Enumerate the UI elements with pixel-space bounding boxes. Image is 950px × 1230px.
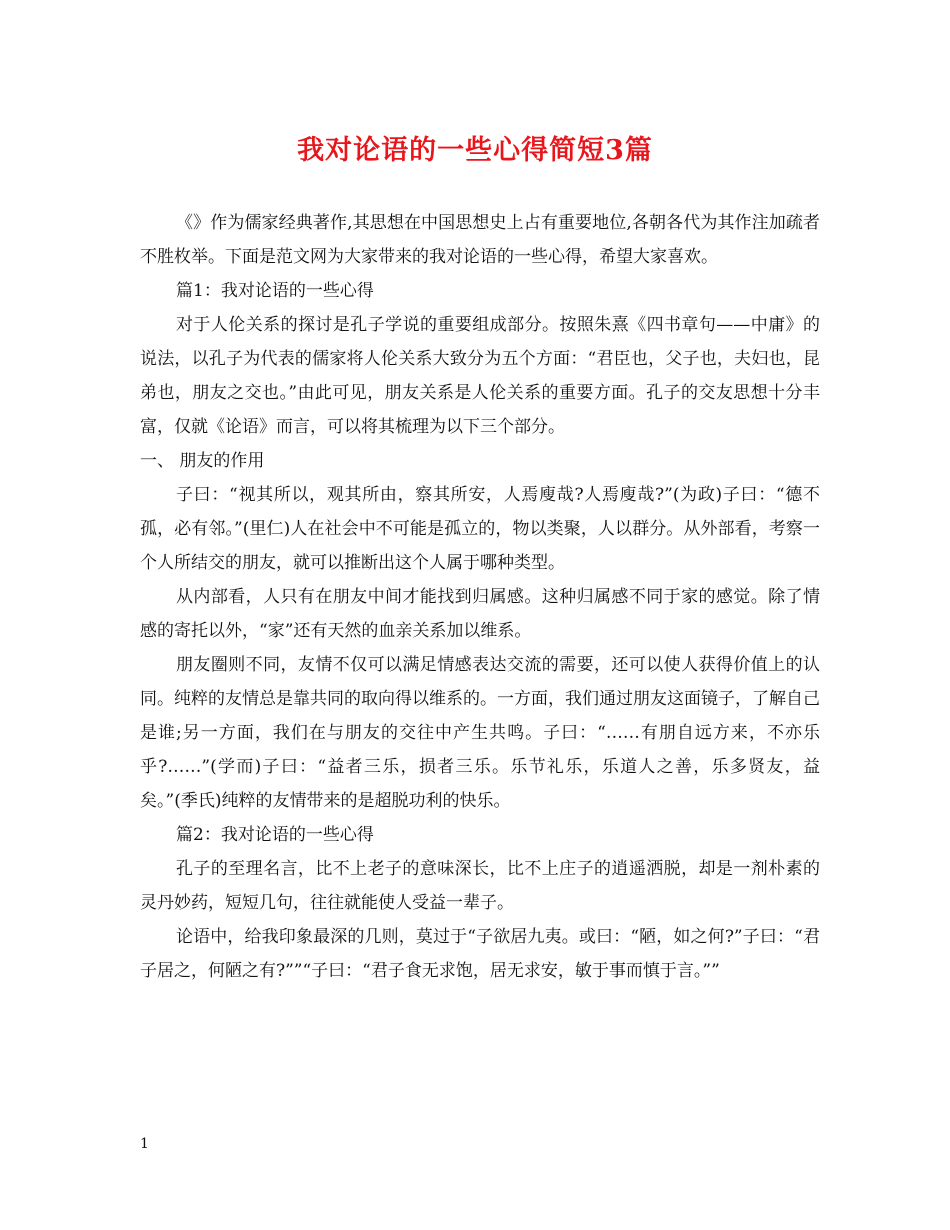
paragraph: 朋友圈则不同，友情不仅可以满足情感表达交流的需要，还可以使人获得价值上的认同。纯粹的友情总是靠共同的取向得以维系的。一方面，我们通过朋友这面镜子，了解自己是谁;另一方面，我们在与朋友的交往中产生共鸣。子曰：“……有朋自远方来，不亦乐乎?……”(学而)子曰：“益者三乐，损者三乐。乐节礼乐，乐道人之善，乐多贤友，益矣。”(季氏)纯粹的友情带来的是超脱功利的快乐。 [140,655,820,811]
paragraph: 论语中，给我印象最深的几则，莫过于“子欲居九夷。或曰：“陋，如之何?”子曰：“君子居之，何陋之有?””“子曰：“君子食无求饱，居无求安，敏于事而慎于言。”” [140,927,820,981]
paragraph: 对于人伦关系的探讨是孔子学说的重要组成部分。按照朱熹《四书章句——中庸》的说法，以孔子为代表的儒家将人伦关系大致分为五个方面：“君臣也，父子也，夫妇也，昆弟也，朋友之交也。”由此可见，朋友关系是人伦关系的重要方面。孔子的交友思想十分丰富，仅就《论语》而言，可以将其梳理为以下三个部分。 [140,315,820,437]
paragraph: 孔子的至理名言，比不上老子的意味深长，比不上庄子的逍遥洒脱，却是一剂朴素的灵丹妙药，短短几句，往往就能使人受益一辈子。 [140,859,820,913]
subsection-heading: 一、 朋友的作用 [140,451,265,471]
paragraph: 从内部看，人只有在朋友中间才能找到归属感。这种归属感不同于家的感觉。除了情感的寄托以外，“家”还有天然的血亲关系加以维系。 [140,587,820,641]
paragraph-intro: 《》作为儒家经典著作,其思想在中国思想史上占有重要地位,各朝各代为其作注加疏者不胜枚举。下面是范文网为大家带来的我对论语的一些心得，希望大家喜欢。 [140,213,820,267]
page-number: 1 [140,1136,149,1152]
document-body [140,206,820,988]
section-heading-1: 篇1：我对论语的一些心得 [176,281,374,301]
paragraph: 子曰：“视其所以，观其所由，察其所安，人焉廋哉?人焉廋哉?”(为政)子曰：“德不孤，必有邻。”(里仁)人在社会中不可能是孤立的，物以类聚，人以群分。从外部看，考察一个人所结交的朋友，就可以推断出这个人属于哪种类型。 [140,485,820,573]
section-heading-2: 篇2：我对论语的一些心得 [176,825,374,845]
document-title: 我对论语的一些心得简短3篇 [297,135,653,166]
